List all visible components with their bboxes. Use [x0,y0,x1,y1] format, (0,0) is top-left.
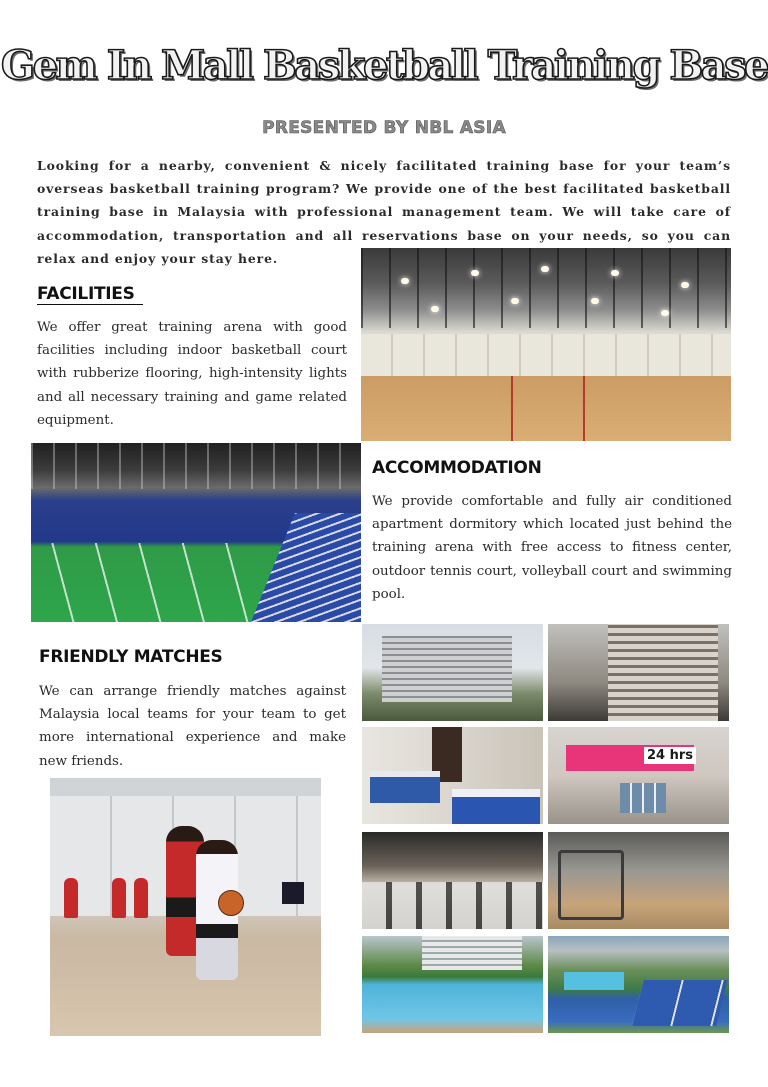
presented-by-subtitle: PRESENTED BY NBL ASIA [262,118,506,138]
page-title: Gem In Mall Basketball Training Base [0,42,768,89]
basketball-hall-photo [361,248,731,441]
intro-paragraph: Looking for a nearby, convenient & nicely facilitated training base for your team’s overseas basketball training program? We provide one of the best facilitated basketball training base in Malaysia with professional management team. We will take care of accommodation, transportation and all reservations base on your needs, so you can relax and enjoy your stay here. [37,158,731,266]
laundry-shop-photo [548,727,729,824]
accommodation-heading: ACCOMMODATION [372,458,542,478]
swimming-pool-photo [362,936,543,1033]
basketball-game-photo [50,778,321,1036]
accommodation-paragraph: We provide comfortable and fully air conditioned apartment dormitory which located just behind the training arena with free access to fitness center, outdoor tennis court, volleyball court and swimming pool. [372,494,732,602]
dining-hall-photo [362,832,543,929]
laundry-sign-text: 24 hrs [644,747,696,764]
facilities-paragraph: We offer great training arena with good facilities including indoor basketball court with rubberize flooring, high-intensity lights and all necessary training and game related equipment. [37,320,347,428]
friendly-matches-heading: FRIENDLY MATCHES [39,647,223,667]
apartment-exterior-photo [362,624,543,721]
dormitory-room-photo [362,727,543,824]
badminton-hall-photo [31,443,361,622]
fitness-center-photo [548,832,729,929]
tennis-court-aerial-photo [548,936,729,1033]
apartment-tower-photo [548,624,729,721]
friendly-matches-paragraph: We can arrange friendly matches against Malaysia local teams for your team to get more international experience and make new friends. [39,684,346,769]
facilities-heading: FACILITIES [37,284,143,305]
